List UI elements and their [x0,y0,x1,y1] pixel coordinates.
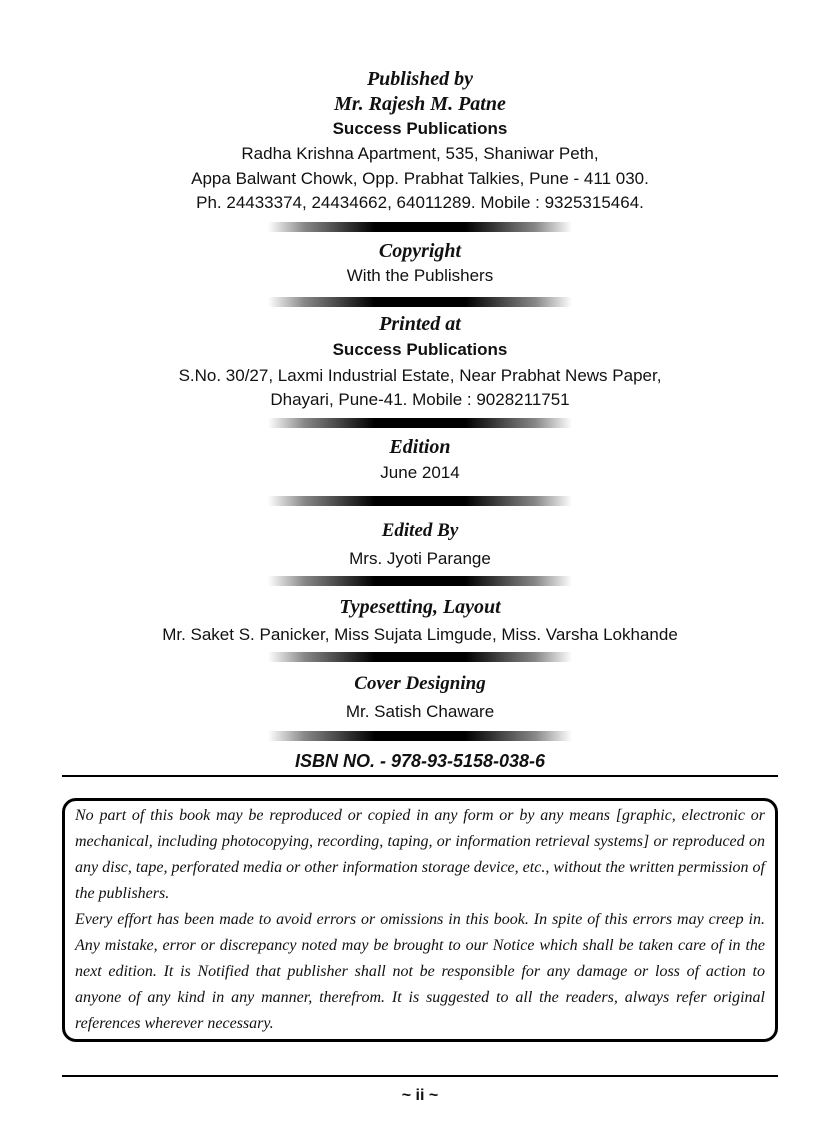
cover-designing-text: Mr. Satish Chaware [345,702,495,721]
divider [268,297,572,307]
copyright-text: With the Publishers [346,266,494,285]
edition-text: June 2014 [380,463,460,482]
page-number: ~ ii ~ [401,1087,439,1104]
edited-by-heading: Edited By [381,520,459,541]
published-by-heading: Published by [366,68,474,90]
divider [268,652,572,662]
divider [268,496,572,506]
printer-address-line2: Dhayari, Pune-41. Mobile : 9028211751 [270,390,570,409]
horizontal-rule [62,775,778,777]
notice-paragraph-2: Every effort has been made to avoid errors or omissions in this book. In spite of this errors may creep in. Any mistake, error or discrepancy noted may be brought to our Notice which shall be taken care of in the next edition. It is Notified that publisher shall not be responsible for any damage or loss of action to anyone of any kind in any manner, therefrom. It is suggested to all the readers, always refer original references wherever necessary. [75,911,765,1032]
divider [268,418,572,428]
publisher-phone: Ph. 24433374, 24434662, 64011289. Mobile : 9325315464. [196,193,644,212]
publisher-address-line1: Radha Krishna Apartment, 535, Shaniwar Peth, [241,144,599,163]
cover-designing-heading: Cover Designing [354,673,486,694]
typesetting-heading: Typesetting, Layout [339,596,501,618]
edited-by-text: Mrs. Jyoti Parange [349,549,491,568]
printer-address-line1: S.No. 30/27, Laxmi Industrial Estate, Near Prabhat News Paper, [178,366,662,385]
divider [268,222,572,232]
copyright-heading: Copyright [378,240,462,262]
publisher-company: Success Publications [332,119,508,138]
isbn: ISBN NO. - 978-93-5158-038-6 [294,751,546,771]
publisher-address-line2: Appa Balwant Chowk, Opp. Prabhat Talkies, Pune - 411 030. [191,169,649,188]
edition-heading: Edition [389,436,451,458]
divider [268,576,572,586]
copyright-notice-box [62,798,778,1042]
notice-paragraph-1: No part of this book may be reproduced or copied in any form or by any means [graphic, electronic or mechanical, including photocopying, recording, taping, or information retrieval systems] or reproduced on any disc, tape, perforated media or other information storage device, etc., without the written permission of the publishers. [75,807,765,902]
footer-rule [62,1075,778,1077]
printer-company: Success Publications [332,340,508,359]
typesetting-text: Mr. Saket S. Panicker, Miss Sujata Limgude, Miss. Varsha Lokhande [162,625,678,644]
printed-at-heading: Printed at [379,313,461,335]
divider [268,731,572,741]
publisher-name: Mr. Rajesh M. Patne [334,93,506,115]
